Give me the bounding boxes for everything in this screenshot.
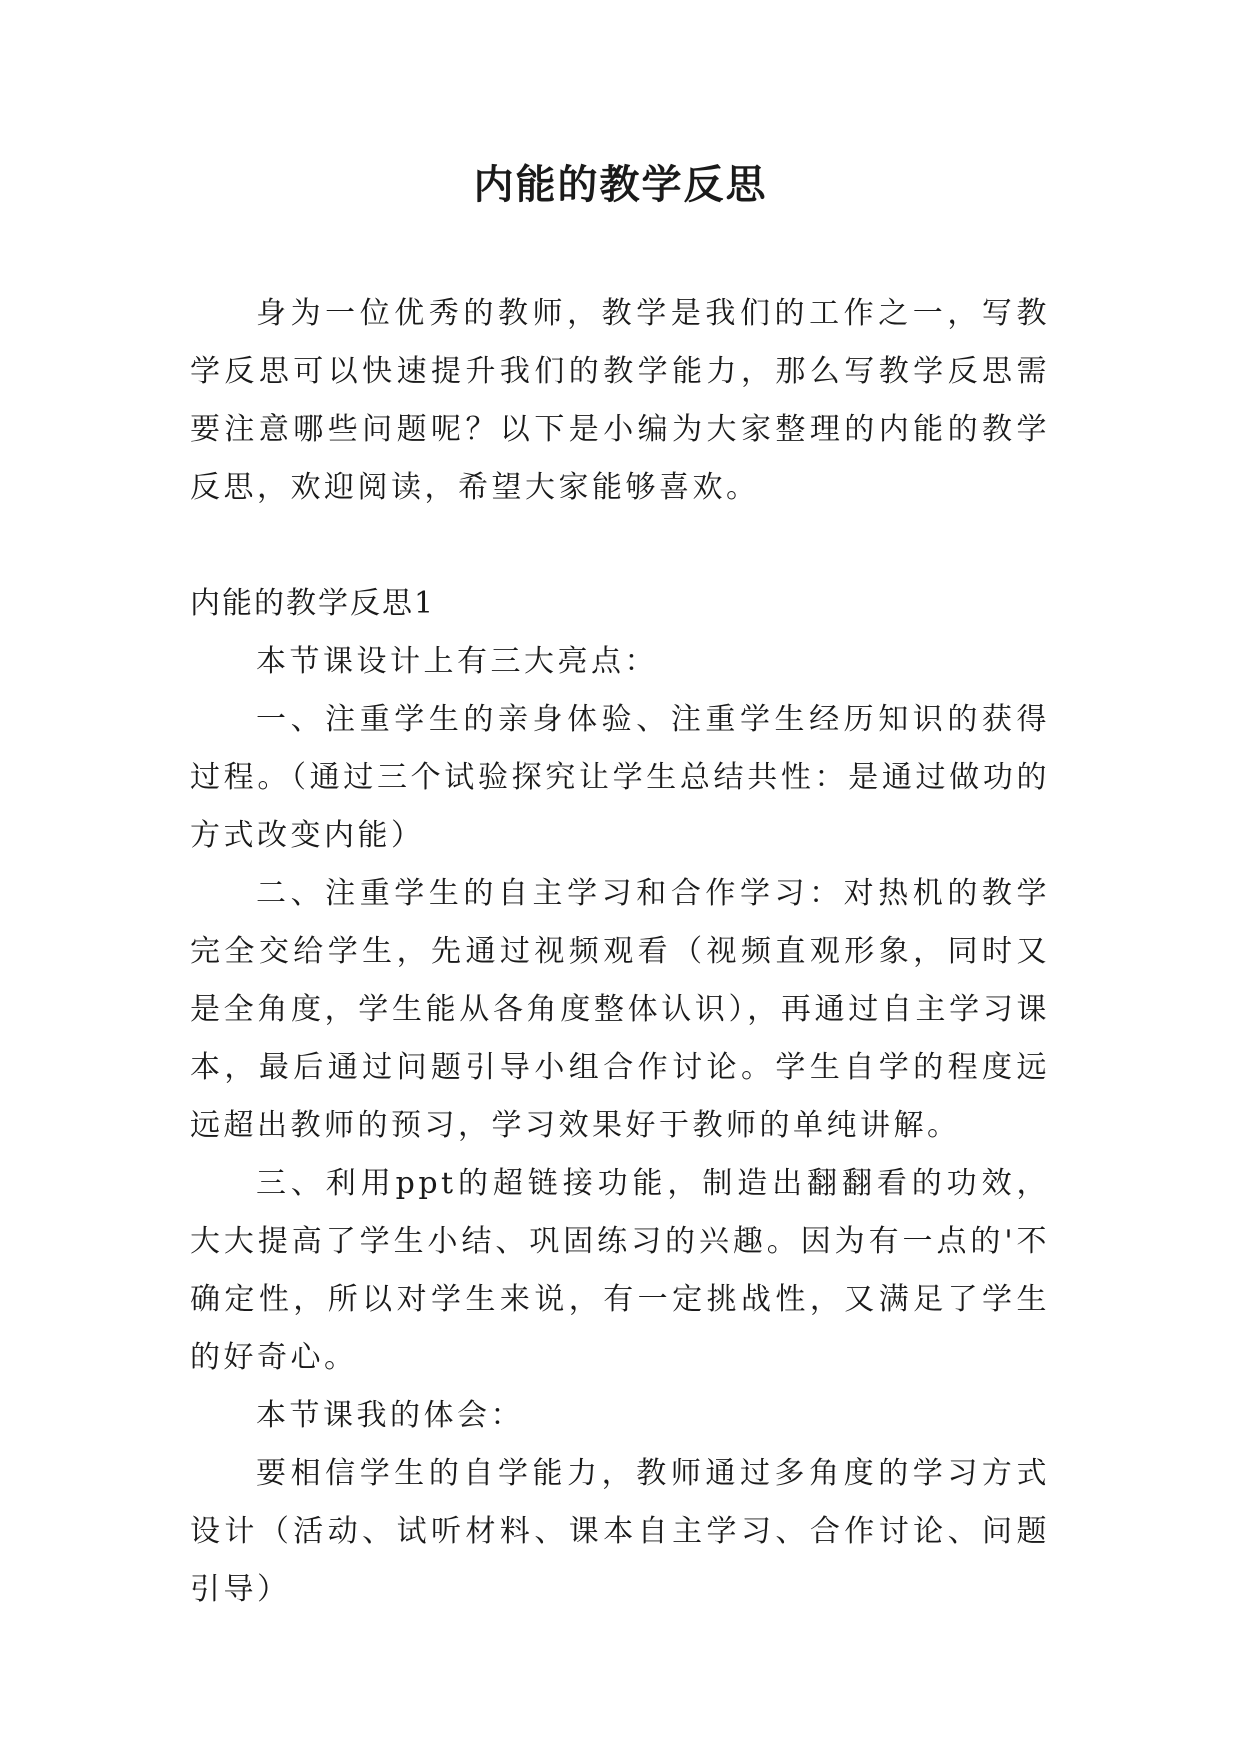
section-heading: 内能的教学反思1 <box>190 586 436 621</box>
paragraph-point-one: 一、注重学生的亲身体验、注重学生经历知识的获得过程。（通过三个试验探究让学生总结共性：是通过做功的方式改变内能） <box>190 702 1050 853</box>
paragraph-reflection-intro: 本节课我的体会： <box>256 1398 524 1433</box>
document-body <box>190 285 1050 1619</box>
intro-paragraph: 身为一位优秀的教师，教学是我们的工作之一，写教学反思可以快速提升我们的教学能力，那么写教学反思需要注意哪些问题呢？以下是小编为大家整理的内能的教学反思，欢迎阅读，希望大家能够喜欢。 <box>190 296 1050 505</box>
paragraph-highlights-intro: 本节课设计上有三大亮点： <box>256 644 658 679</box>
paragraph-point-two: 二、注重学生的自主学习和合作学习：对热机的教学完全交给学生，先通过视频观看（视频直观形象，同时又是全角度，学生能从各角度整体认识），再通过自主学习课本，最后通过问题引导小组合作讨论。学生自学的程度远远超出教师的预习，学习效果好于教师的单纯讲解。 <box>190 876 1050 1143</box>
paragraph-point-three: 三、利用ppt的超链接功能，制造出翻翻看的功效，大大提高了学生小结、巩固练习的兴趣。因为有一点的'不确定性，所以对学生来说，有一定挑战性，又满足了学生的好奇心。 <box>190 1166 1050 1375</box>
document-title: 内能的教学反思 <box>473 162 768 208</box>
paragraph-reflection: 要相信学生的自学能力，教师通过多角度的学习方式设计（活动、试听材料、课本自主学习、合作讨论、问题引导） <box>190 1456 1050 1607</box>
